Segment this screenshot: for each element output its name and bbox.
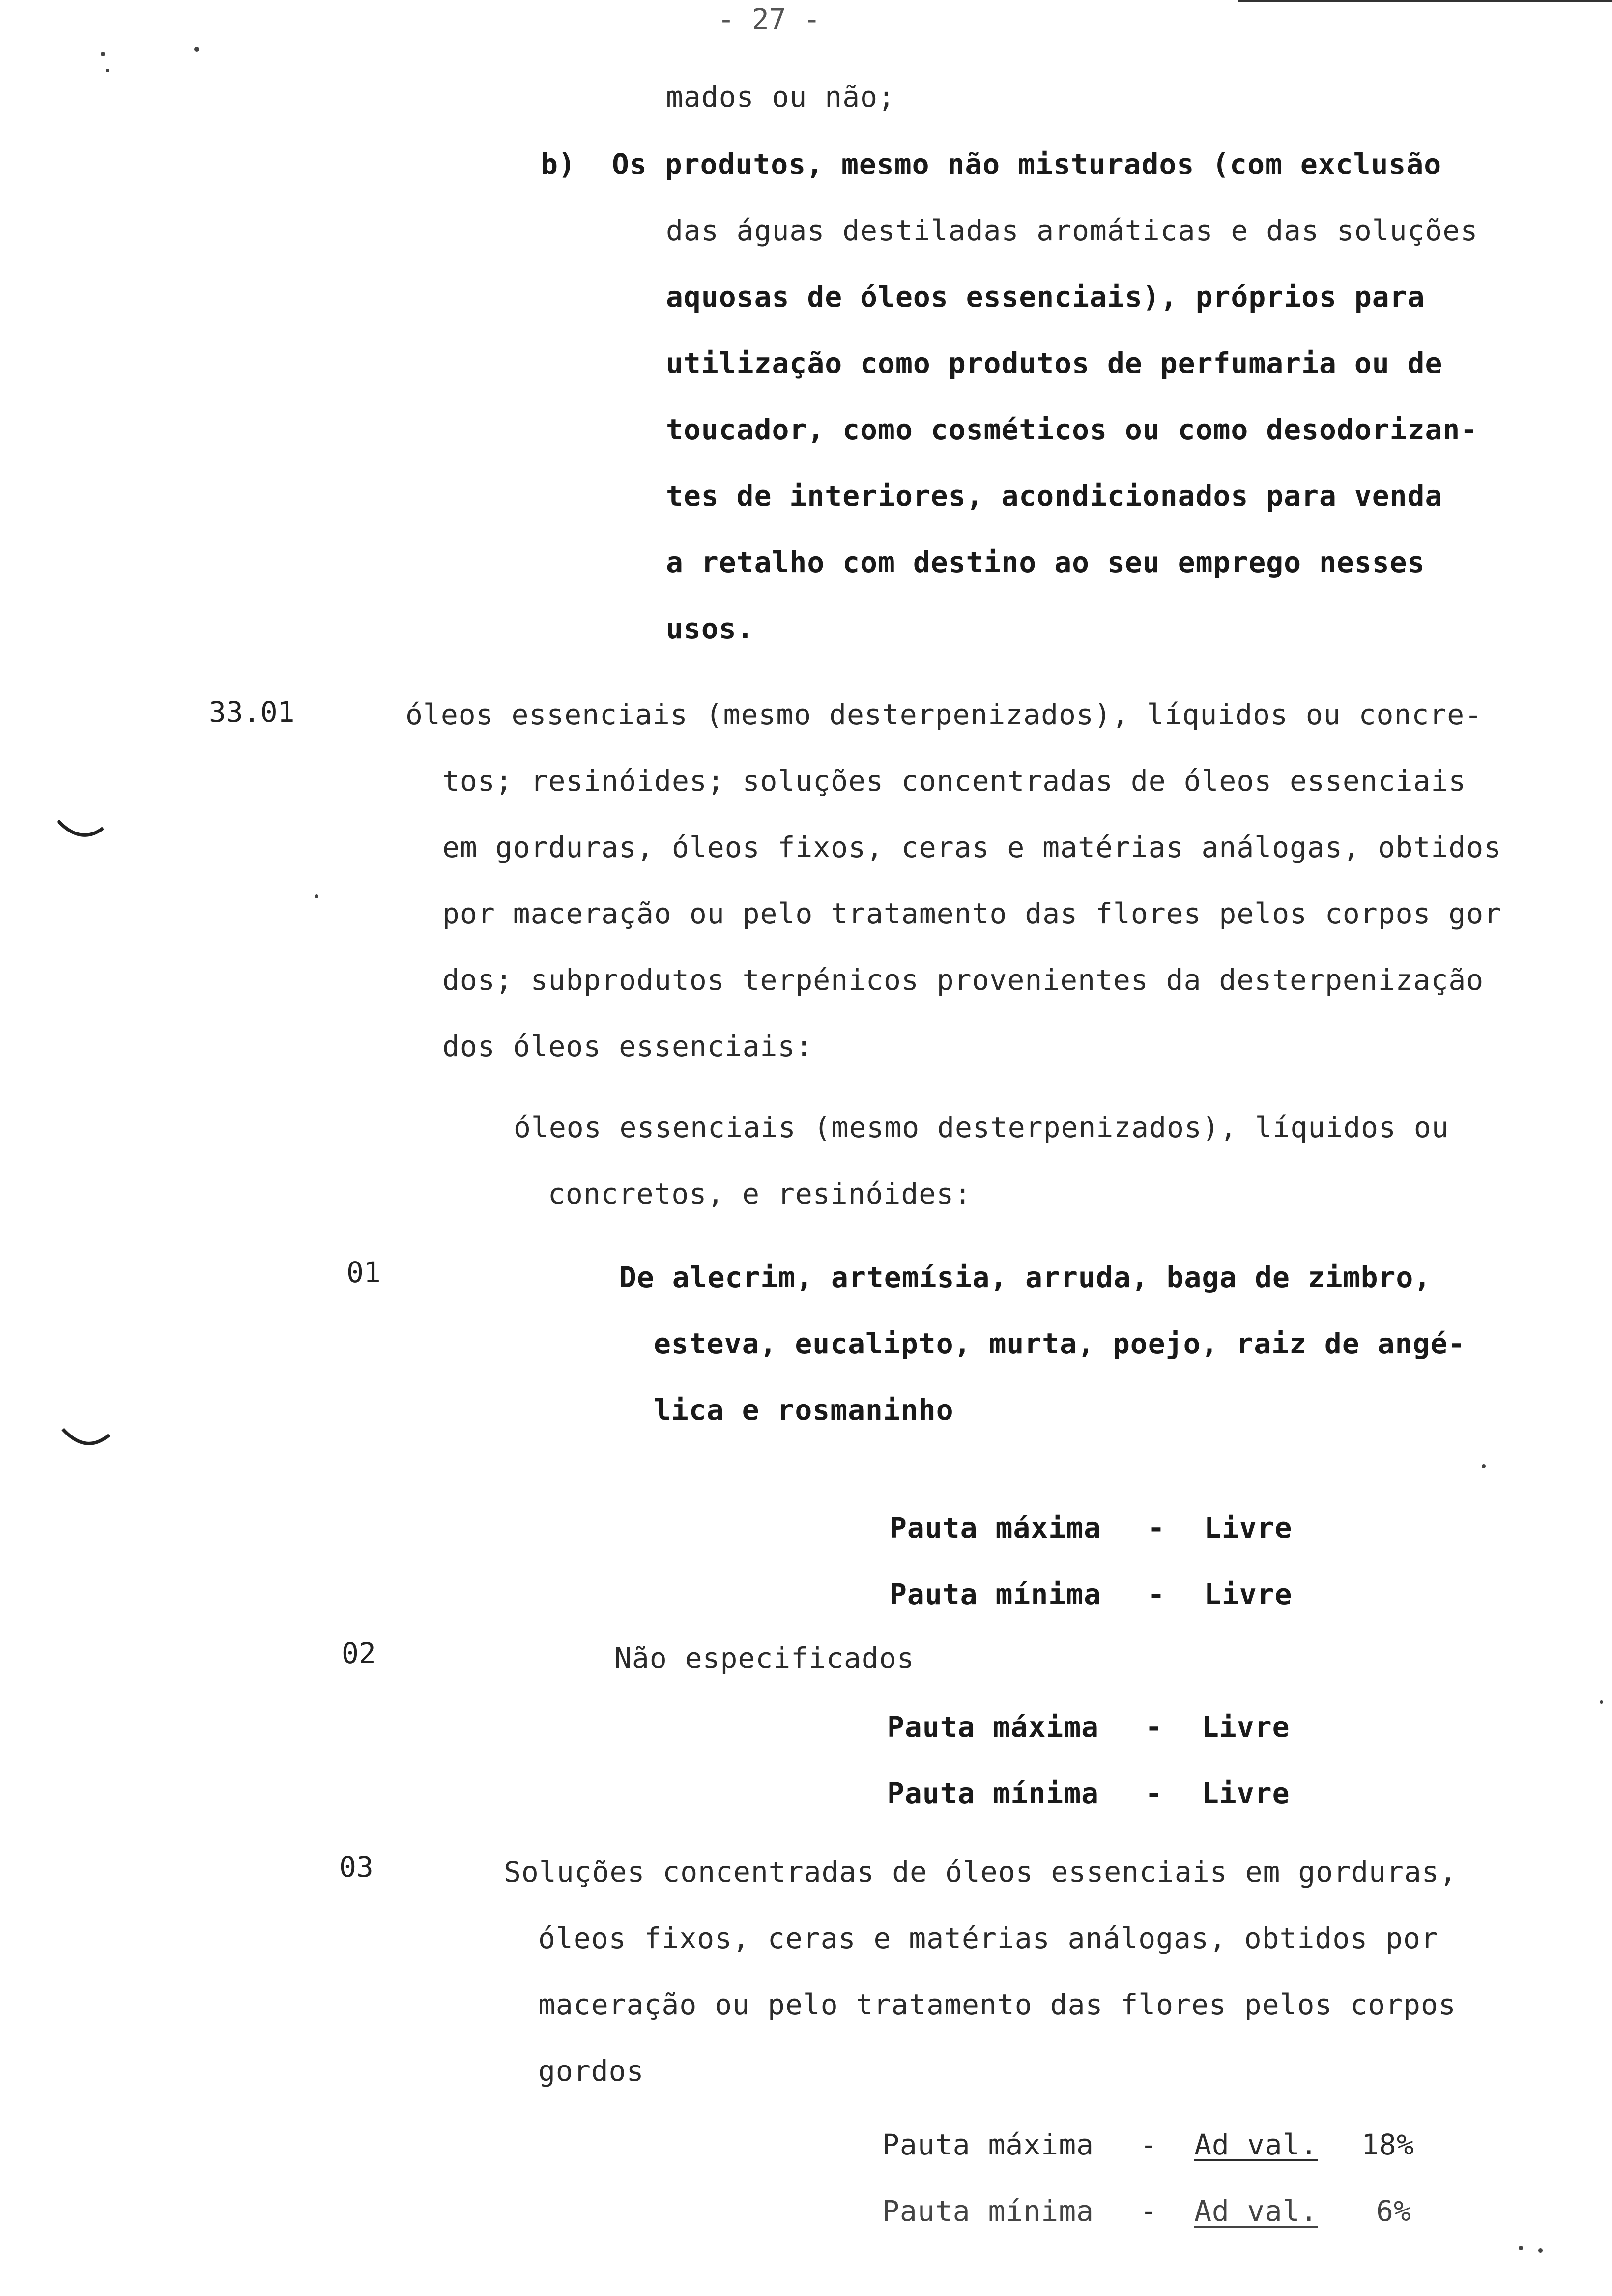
tariff-min-value: Livre — [1204, 1578, 1293, 1611]
page-number: - 27 - — [718, 2, 821, 36]
item-b-line: a retalho com destino ao seu emprego nesses — [666, 545, 1425, 579]
heading-code: 33.01 — [209, 695, 295, 729]
item-b-marker: b) — [541, 147, 576, 181]
subheading-line: óleos essenciais (mesmo desterpenizados), líquidos ou — [514, 1111, 1449, 1144]
item-b-line: utilização como produtos de perfumaria ou de — [666, 346, 1443, 380]
tariff-max-rate: 18% — [1361, 2128, 1414, 2161]
item-b-line: Os produtos, mesmo não misturados (com exclusão — [612, 147, 1442, 181]
item-line: lica e rosmaninho — [654, 1393, 954, 1427]
punch-hole-mark — [54, 816, 108, 845]
item-b-line: aquosas de óleos essenciais), próprios para — [666, 280, 1425, 314]
tariff-min-value: Livre — [1202, 1777, 1290, 1810]
subheading-line: concretos, e resinóides: — [548, 1177, 972, 1210]
scan-speck — [1482, 1464, 1486, 1468]
punch-hole-mark — [59, 1425, 113, 1455]
item-b-line: usos. — [666, 612, 754, 645]
tariff-dash: - — [1145, 1710, 1163, 1744]
item-line: maceração ou pelo tratamento das flores pelos corpos — [538, 1988, 1456, 2021]
continuation-line: mados ou não; — [666, 80, 895, 114]
heading-line: por maceração ou pelo tratamento das flores pelos corpos gor — [442, 897, 1502, 930]
tariff-dash: - — [1145, 1777, 1163, 1810]
tariff-min-rate: 6% — [1376, 2194, 1411, 2228]
item-line: óleos fixos, ceras e matérias análogas, obtidos por — [538, 1922, 1439, 1955]
tariff-max-value: Livre — [1202, 1710, 1290, 1744]
item-line: gordos — [538, 2054, 644, 2088]
tariff-dash: - — [1148, 1511, 1165, 1545]
scan-speck — [194, 47, 199, 52]
tariff-dash: - — [1140, 2194, 1158, 2228]
tariff-max-basis: Ad val. — [1194, 2128, 1318, 2161]
item-code: 02 — [342, 1636, 376, 1670]
heading-line: em gorduras, óleos fixos, ceras e matérias análogas, obtidos — [442, 831, 1502, 864]
tariff-min-label: Pauta mínima — [887, 1777, 1099, 1810]
scan-speck — [101, 52, 105, 56]
item-code: 03 — [339, 1850, 374, 1884]
top-edge-line — [1238, 0, 1612, 2]
item-b-line: tes de interiores, acondicionados para venda — [666, 479, 1443, 513]
heading-line: tos; resinóides; soluções concentradas de óleos essenciais — [442, 764, 1467, 798]
tariff-min-label: Pauta mínima — [882, 2194, 1094, 2228]
scan-speck — [106, 69, 109, 72]
tariff-min-label: Pauta mínima — [890, 1578, 1102, 1611]
item-line: De alecrim, artemísia, arruda, baga de zimbro, — [619, 1261, 1432, 1294]
tariff-max-label: Pauta máxima — [887, 1710, 1099, 1744]
heading-line: óleos essenciais (mesmo desterpenizados), líquidos ou concre- — [405, 698, 1483, 731]
tariff-max-value: Livre — [1204, 1511, 1293, 1545]
item-b-line: das águas destiladas aromáticas e das soluções — [666, 214, 1478, 247]
item-line: Não especificados — [614, 1641, 915, 1675]
item-b-line: toucador, como cosméticos ou como desodorizan- — [666, 413, 1478, 446]
scan-speck — [1519, 2246, 1523, 2250]
item-line: Soluções concentradas de óleos essenciais em gorduras, — [504, 1855, 1457, 1889]
tariff-max-label: Pauta máxima — [882, 2128, 1094, 2161]
tariff-max-label: Pauta máxima — [890, 1511, 1102, 1545]
tariff-dash: - — [1140, 2128, 1158, 2161]
scan-speck — [315, 894, 318, 898]
heading-line: dos óleos essenciais: — [442, 1030, 813, 1063]
scan-speck — [1538, 2248, 1543, 2253]
heading-line: dos; subprodutos terpénicos provenientes da desterpenização — [442, 963, 1484, 997]
tariff-min-basis: Ad val. — [1194, 2194, 1318, 2228]
tariff-dash: - — [1148, 1578, 1165, 1611]
scan-speck — [1600, 1700, 1603, 1704]
item-line: esteva, eucalipto, murta, poejo, raiz de angé- — [654, 1327, 1466, 1360]
item-code: 01 — [346, 1256, 381, 1289]
